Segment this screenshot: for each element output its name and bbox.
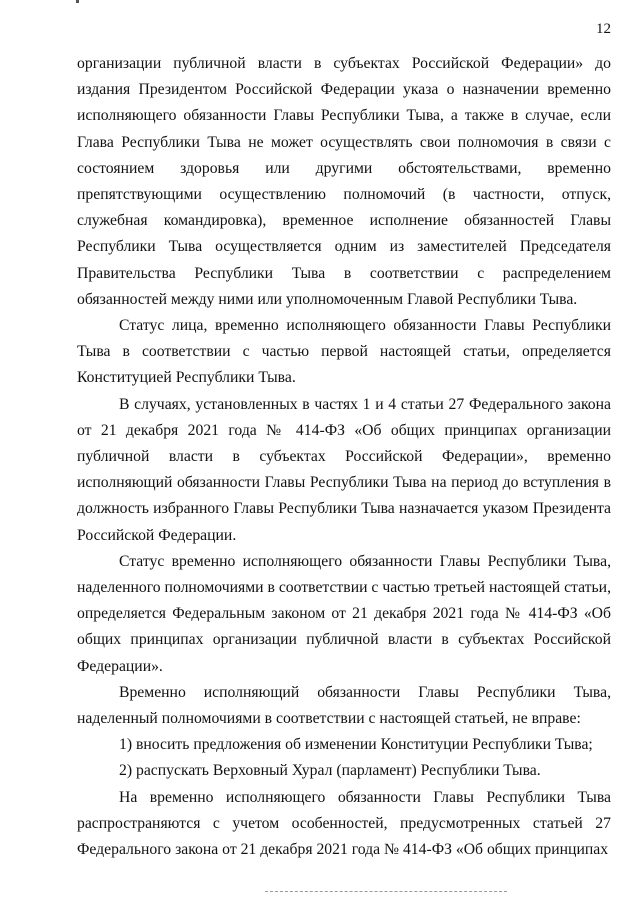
paragraph-status-person: Статус лица, временно исполняющего обязанности Главы Республики Тыва в соответствии с частью первой настоящей статьи, определяется Конституцией Республики Тыва. (77, 317, 611, 387)
list-item-restriction-1: 1) вносить предложения об изменении Конституции Республики Тыва; (119, 736, 593, 754)
paragraph-status-acting: Статус временно исполняющего обязанности Главы Республики Тыва, наделенного полномочиями в соответствии с частью третьей настоящей статьи, определяется Федеральным законом от 21 декабря 2021 года № 414-ФЗ «Об общих принципах организации публичной власти в субъектах Российской Федерации». (77, 552, 611, 675)
paragraph-continuation: организации публичной власти в субъектах Российской Федерации» до издания Президентом Российской Федерации указа о назначении временно исполняющего обязанности Главы Республики Тыва, а также в случае, если Глава Республики Тыва не может осуществлять свои полномочия в связи с состоянием здоровья или другими обстоятельствами, временно препятствующими осуществлению полномочий (в частности, отпуск, служебная командировка), временное исполнение обязанностей Главы Республики Тыва осуществляется одним из заместителей Председателя Правительства Республики Тыва в соответствии с распределением обязанностей между ними или уполномоченным Главой Республики Тыва. (77, 55, 611, 308)
paragraph-extension: На временно исполняющего обязанности Главы Республики Тыва распространяются с учетом особенностей, предусмотренных статьей 27 Федерального закона от 21 декабря 2021 года № 414-ФЗ «Об общих принципах (77, 788, 611, 859)
scan-mark (76, 0, 79, 3)
list-item-restriction-2: 2) распускать Верховный Хурал (парламент) Республики Тыва. (119, 762, 541, 780)
paragraph-cases-appointment: В случаях, установленных в частях 1 и 4 статьи 27 Федерального закона от 21 декабря 2021 года № 414-ФЗ «Об общих принципах организации публичной власти в субъектах Российской Федерации», временно исполняющий обязанности Главы Республики Тыва на период до вступления в должность избранного Главы Республики Тыва назначается указом Президента Российской Федерации. (77, 395, 611, 544)
page-number: 12 (596, 21, 611, 37)
paragraph-restrictions-intro: Временно исполняющий обязанности Главы Республики Тыва, наделенный полномочиями в соответствии с настоящей статьей, не вправе: (77, 683, 611, 728)
footer-divider (265, 891, 507, 892)
document-body (77, 51, 611, 863)
